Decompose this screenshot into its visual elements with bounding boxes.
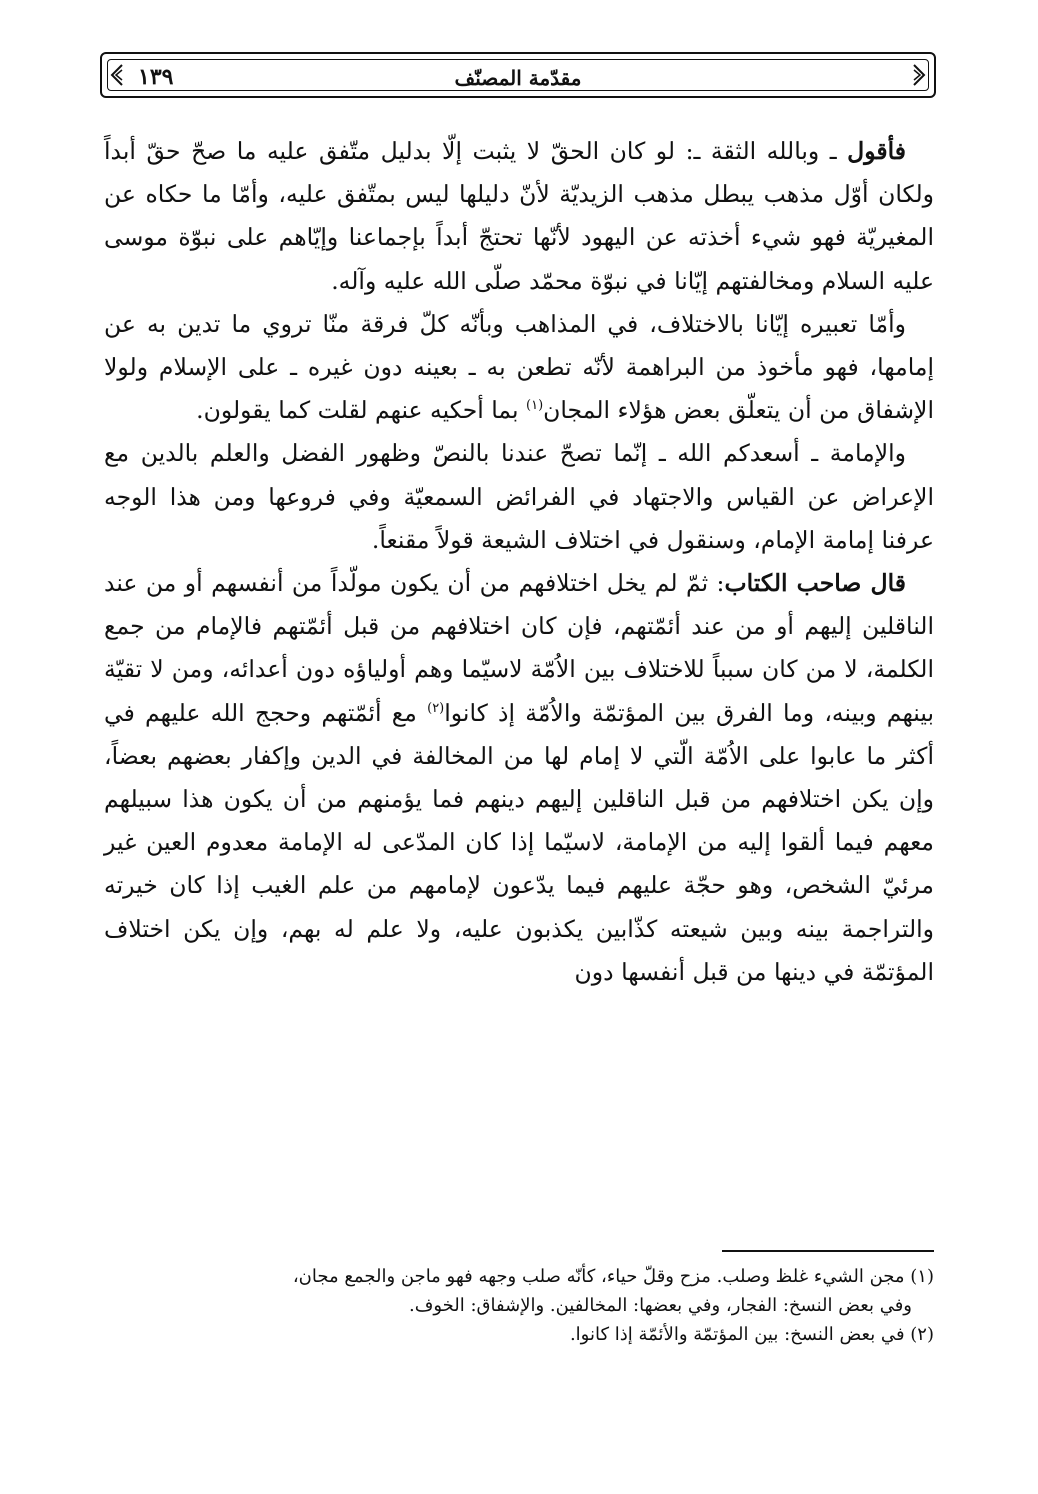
paragraph-4-lead: قال صاحب الكتاب <box>724 569 906 598</box>
footnote-divider <box>722 1250 934 1252</box>
main-text <box>104 130 934 994</box>
paragraph-1-text: ـ وبالله الثقة ـ: لو كان الحقّ لا يثبت إلّا بدليل متّفق عليه ما صحّ حقّ أبداً ولكان أوّل مذهب يبطل مذهب الزيديّة لأنّ دليلها ليس بمتّفق عليه، وأمّا ما حكاه عن المغيريّة فهو شيء أخذته عن اليهود لأنّها تحتجّ أبداً بإجماعنا وإيّاهم على نبوّة موسى عليه السلام ومخالفتهم إيّانا في نبوّة محمّد صلّى الله عليه وآله. <box>104 137 934 295</box>
header-inner-frame <box>107 59 929 91</box>
footnote-ref-2[interactable]: (٢) <box>427 700 445 716</box>
footnote-2: (٢) في بعض النسخ: بين المؤتمّة والأئمّة إذا كانوا. <box>569 1324 934 1345</box>
page-number: ١٣٩ <box>138 64 174 90</box>
paragraph-3 <box>104 432 934 562</box>
paragraph-2-text-a: وأمّا تعبيره إيّانا بالاختلاف، في المذاهب وبأنّه كلّ فرقة منّا تروي ما تدين به عن إمامها، فهو مأخوذ من البراهمة لأنّه تطعن به ـ بعينه دون غيره ـ على الإسلام ولولا الإشفاق من أن يتعلّق بعض هؤلاء المجان <box>104 309 934 425</box>
frame-ornament-right-icon <box>912 64 926 86</box>
paragraph-4-text-b: مع أئمّتهم وحجج الله عليهم في أكثر ما عابوا على الاُمّة الّتي لا إمام لها من المخالفة في الدين وإكفار بعضهم بعضاً، وإن يكن اختلافهم من قبل الناقلين إليهم دينهم فما يؤمنهم من أن يكون هذا سبيلهم معهم فيما ألقوا إليه من الإمامة، لاسيّما إذا كان المدّعى له الإمامة معدوم العين غير مرئيّ الشخص، وهو حجّة عليهم فيما يدّعون لإمامهم من علم الغيب إذا كان خيرته والتراجمة بينه وبين شيعته كذّابين يكذبون عليه، ولا علم له بهم، وإن يكن اختلاف المؤتمّة في دينها من قبل أنفسها دون <box>104 698 934 986</box>
paragraph-1 <box>104 130 934 303</box>
running-title: مقدّمة المصنّف <box>454 66 582 90</box>
page-header <box>100 52 936 98</box>
footnote-1-line-2: وفي بعض النسخ: الفجار، وفي بعضها: المخالفين. والإشفاق: الخوف. <box>408 1295 912 1316</box>
paragraph-4 <box>104 562 934 994</box>
footnotes <box>104 1262 934 1349</box>
paragraph-2 <box>104 303 934 433</box>
paragraph-3-text: والإمامة ـ أسعدكم الله ـ إنّما تصحّ عندنا بالنصّ وظهور الفضل والعلم بالدين مع الإعراض عن القياس والاجتهاد في الفرائض السمعيّة وفي فروعها ومن هذا الوجه عرفنا إمامة الإمام، وسنقول في اختلاف الشيعة قولاً مقنعاً. <box>104 439 934 554</box>
paragraph-4-text-a: : ثمّ لم يخل اختلافهم من أن يكون مولّداً من أنفسهم أو من عند الناقلين إليهم أو من عند أئمّتهم، فإن كان اختلافهم من قبل أئمّتهم فالإمام من جمع الكلمة، لا من كان سبباً للاختلاف بين الاُمّة لاسيّما وهم أولياؤه دون أعدائه، ومن لا تقيّة بينهم وبينه، وما الفرق بين المؤتمّة والاُمّة إذ كانوا <box>104 569 935 727</box>
footnote-1-line-1: (١) مجن الشيء غلظ وصلب. مزح وقلّ حياء، كأنّه صلب وجهه فهو ماجن والجمع مجان، <box>292 1266 934 1287</box>
paragraph-1-lead: فأقول <box>847 137 906 165</box>
frame-ornament-left-icon <box>110 64 124 86</box>
footnote-ref-1[interactable]: (١) <box>526 398 544 414</box>
paragraph-2-text-b: بما أحكيه عنهم لقلت كما يقولون. <box>196 396 526 425</box>
